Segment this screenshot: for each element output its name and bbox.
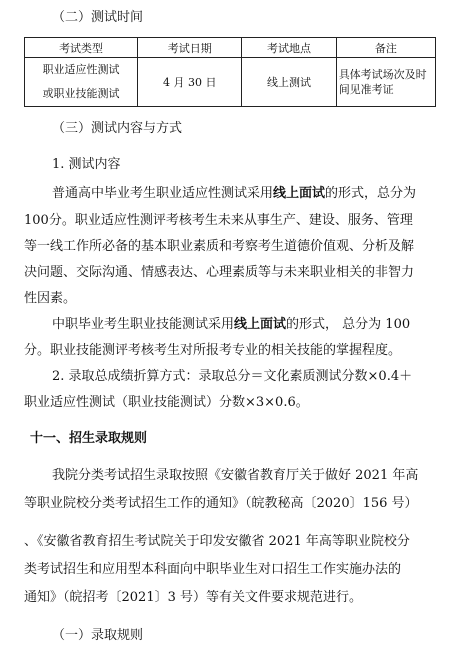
para1-text: 普通高中毕业考生职业适应性测试采用	[52, 186, 274, 201]
para2-bold-text: 线上面试	[234, 317, 287, 332]
exam-type-line: 职业适应性测试	[42, 63, 120, 76]
table-header-cell: 考试日期	[138, 38, 242, 58]
table-header-cell: 考试类型	[25, 38, 138, 58]
para2-line	[52, 313, 410, 332]
para3-line: 、《安徽省教育招生考试院关于印发安徽省 2021 年高等职业院校分	[24, 534, 410, 549]
para1-line: 性因素。	[24, 291, 77, 306]
para1-line	[52, 182, 416, 201]
para1-bold-text: 线上面试	[273, 186, 326, 201]
table-cell-note: 具体考试场次及时间见准考证	[336, 58, 435, 107]
table-header-cell: 考试地点	[242, 38, 336, 58]
para3-line: 类考试招生和应用型本科面向中职毕业生对口招生工作实施办法的	[24, 562, 402, 577]
table-row	[25, 58, 436, 107]
para3-line: 我院分类考试招生录取按照《安徽省教育厅关于做好 2021 年高	[52, 468, 419, 483]
item1-heading: 1. 测试内容	[52, 157, 121, 172]
section-11-heading: 十一、招生录取规则	[30, 431, 148, 446]
table-cell-exam-date: 4 月 30 日	[138, 58, 242, 107]
table-cell-exam-type	[25, 58, 138, 107]
table-header-cell: 备注	[336, 38, 435, 58]
item2-line: 职业适应性测试（职业技能测试）分数×3×0.6。	[24, 395, 309, 410]
table-header-row	[25, 38, 436, 58]
para2-line: 分。职业技能测评考核考生对所报考专业的相关技能的掌握程度。	[24, 343, 402, 358]
para2-text: 中职毕业考生职业技能测试采用	[52, 317, 235, 332]
para3-line: 通知》（皖招考〔2021〕3 号）等有关文件要求规范进行。	[24, 590, 362, 605]
test-schedule-table	[24, 37, 436, 107]
exam-type-line: 或职业技能测试	[42, 87, 120, 100]
test-time-heading: （二）测试时间	[52, 10, 144, 25]
para3-line: 等职业院校分类考试招生工作的通知》（皖教秘高〔2020〕156 号）	[24, 496, 418, 511]
item2-line: 2. 录取总成绩折算方式：录取总分＝文化素质测试分数×0.4＋	[52, 369, 413, 384]
table-cell-exam-location: 线上测试	[242, 58, 336, 107]
para1-text: 的形式，总分为	[325, 186, 417, 201]
admission-rules-heading: （一）录取规则	[52, 628, 144, 643]
para2-text: 的形式， 总分为 100	[286, 317, 411, 332]
para1-line: 决问题、交际沟通、情感表达、心理素质等与未来职业相关的非智力	[24, 265, 415, 280]
para1-line: 等一线工作所必备的基本职业素质和考察考生道德价值观、分析及解	[24, 239, 415, 254]
test-content-heading: （三）测试内容与方式	[52, 121, 183, 136]
para1-line: 100分。职业适应性测评考核考生未来从事生产、建设、服务、管理	[24, 213, 413, 228]
